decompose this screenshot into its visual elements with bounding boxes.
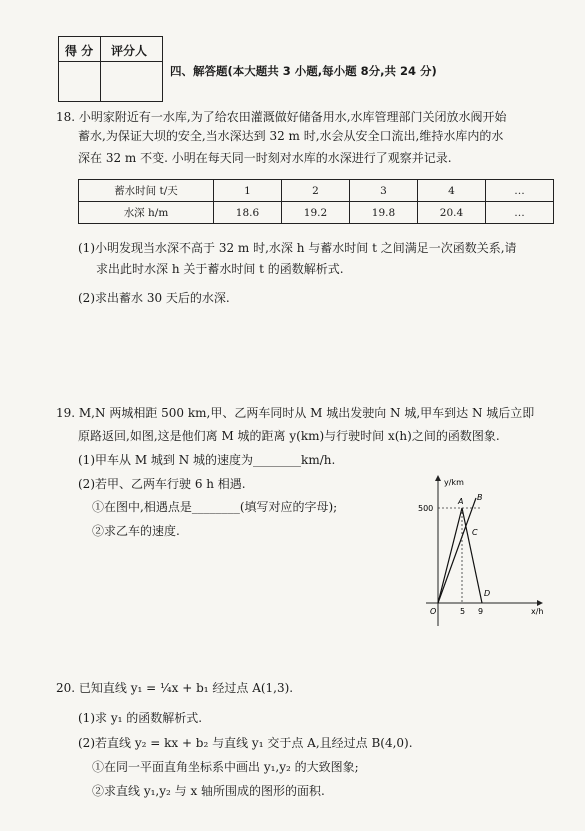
table-row-label: 蓄水时间 t/天: [79, 180, 214, 202]
table-cell: 1: [214, 180, 282, 202]
q18-line-2: 蓄水,为保证大坝的安全,当水深达到 32 m 时,水会从安全口流出,维持水库内的水: [78, 129, 504, 143]
score-box: [58, 36, 163, 102]
q20-part2: (2)若直线 y₂ = kx + b₂ 与直线 y₁ 交于点 A,且经过点 B(4,0).: [78, 736, 413, 750]
q20-part2-1: ①在同一平面直角坐标系中画出 y₁,y₂ 的大致图象;: [92, 760, 359, 774]
table-cell: …: [486, 202, 554, 224]
point-a-label: A: [458, 497, 464, 506]
section-title: 四、解答题(本大题共 3 小题,每小题 8分,共 24 分): [170, 64, 437, 78]
q18-part2: (2)求出蓄水 30 天后的水深.: [78, 291, 230, 305]
table-row-label: 水深 h/m: [79, 202, 214, 224]
table-cell: 20.4: [418, 202, 486, 224]
q19-line-2: 原路返回,如图,这是他们离 M 城的距离 y(km)与行驶时间 x(h)之间的函数图象.: [78, 429, 500, 443]
score-label: 得 分: [65, 44, 94, 58]
distance-time-graph: [410, 468, 550, 633]
q19-line-1: 19. M,N 两城相距 500 km,甲、乙两车同时从 M 城出发驶向 N 城,甲车到达 N 城后立即: [56, 406, 535, 420]
q18-part1-line-2: 求出此时水深 h 关于蓄水时间 t 的函数解析式.: [96, 262, 344, 276]
x-tick-label: 5: [460, 607, 466, 616]
table-cell: 19.8: [350, 202, 418, 224]
point-b-label: B: [477, 493, 483, 502]
car-b-line: [438, 498, 476, 603]
q19-part2: (2)若甲、乙两车行驶 6 h 相遇.: [78, 477, 246, 491]
q18-line-1: 18. 小明家附近有一水库,为了给农田灌溉做好储备用水,水库管理部门关闭放水阀开始: [56, 110, 507, 124]
q19-part1: (1)甲车从 M 城到 N 城的速度为________km/h.: [78, 453, 336, 467]
x-tick-label: 9: [478, 607, 484, 616]
point-c-label: C: [472, 528, 478, 537]
q18-line-3: 深在 32 m 不变. 小明在每天同一时刻对水库的水深进行了观察并记录.: [78, 151, 452, 165]
table-cell: 3: [350, 180, 418, 202]
q20-part2-2: ②求直线 y₁,y₂ 与 x 轴所围成的图形的面积.: [92, 784, 325, 798]
grader-label: 评分人: [111, 44, 148, 58]
table-row: [79, 180, 554, 202]
table-cell: 19.2: [282, 202, 350, 224]
q18-part1-line-1: (1)小明发现当水深不高于 32 m 时,水深 h 与蓄水时间 t 之间满足一次函数关系,请: [78, 241, 517, 255]
table-cell: 2: [282, 180, 350, 202]
q20-part1: (1)求 y₁ 的函数解析式.: [78, 711, 203, 725]
table-row: [79, 202, 554, 224]
x-axis-label: x/h: [531, 607, 544, 616]
table-cell: 18.6: [214, 202, 282, 224]
q20-line-1: 20. 已知直线 y₁ = ¼x + b₁ 经过点 A(1,3).: [56, 681, 294, 695]
y-axis-label: y/km: [444, 478, 464, 487]
q19-part2-1: ①在图中,相遇点是________(填写对应的字母);: [92, 500, 338, 514]
y-tick-label: 500: [418, 504, 434, 513]
table-cell: …: [486, 180, 554, 202]
table-cell: 4: [418, 180, 486, 202]
q19-part2-2: ②求乙车的速度.: [92, 524, 180, 538]
observation-table: [78, 179, 554, 224]
origin-label: O: [430, 607, 437, 616]
point-d-label: D: [484, 589, 491, 598]
car-a-line: [438, 508, 482, 603]
